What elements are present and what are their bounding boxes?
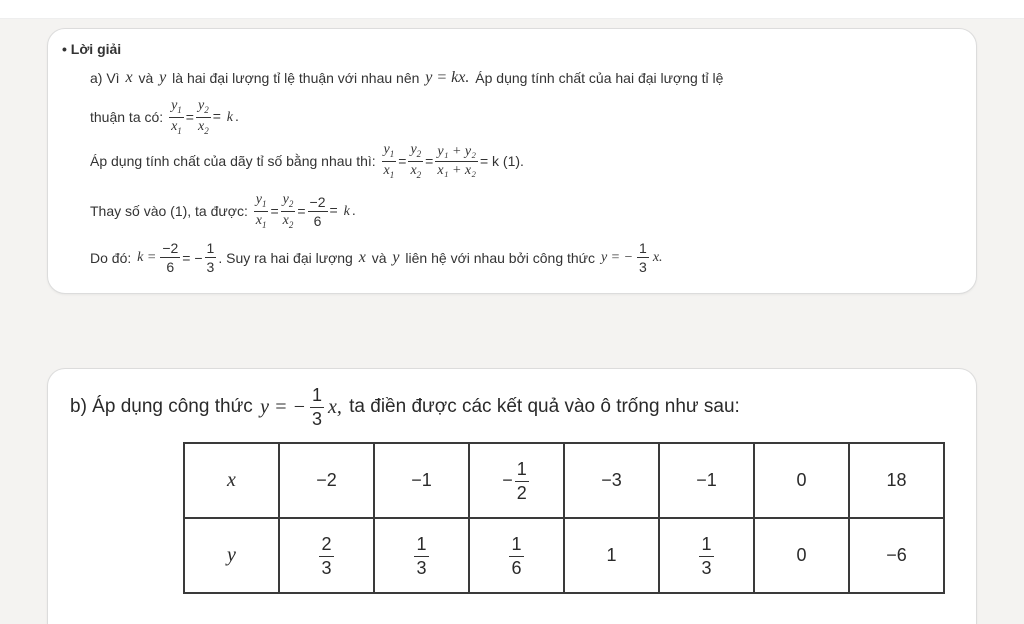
- table-cell: −2: [279, 443, 374, 518]
- fraction: $\frac{1}{6}$: [511, 533, 522, 578]
- table-cell: −3: [564, 443, 659, 518]
- fraction: $\frac{y_1}{x_1}$: [383, 142, 395, 180]
- fraction: $\frac{\text{y₁ + y₂}}{\text{x₁ + x₂}}$: [437, 143, 476, 178]
- fraction: $\frac{1}{3}$: [701, 533, 712, 578]
- fraction: $\frac{2}{3}$: [321, 533, 332, 578]
- table-cell: −1: [659, 443, 754, 518]
- fraction: $\frac{y_1}{x_1}$: [171, 98, 182, 136]
- formula: y = −: [600, 249, 634, 265]
- minus-sign: −: [502, 470, 513, 490]
- var-y: y: [159, 69, 167, 86]
- fraction: $\frac{-2}{6}$: [309, 193, 326, 229]
- table-cell: 0: [754, 443, 849, 518]
- part-a-line-5: [90, 241, 665, 274]
- text: = −: [182, 249, 203, 266]
- fraction: $\frac{1}{3}$: [416, 533, 427, 578]
- text: = k (1).: [479, 153, 524, 170]
- table-cell: 18: [849, 443, 944, 518]
- fraction: $\frac{y_1}{x_1}$: [255, 192, 267, 230]
- fraction: $\frac{1}{3}$: [311, 385, 322, 429]
- table-cell: [469, 518, 564, 593]
- formula: y = −: [260, 395, 306, 418]
- text: và: [138, 70, 154, 86]
- text: là hai đại lượng tỉ lệ thuận với nhau nên: [172, 70, 420, 86]
- var-x: x: [125, 69, 133, 86]
- fraction: $\frac{y_2}{x_2}$: [410, 142, 422, 180]
- top-bar: [0, 0, 1024, 19]
- text: Do đó:: [90, 249, 132, 266]
- table-cell: 1: [564, 518, 659, 593]
- text: thuận ta có:: [90, 109, 164, 126]
- table-cell: [374, 518, 469, 593]
- text: Thay số vào (1), ta được:: [90, 203, 248, 220]
- formula: x.: [652, 249, 663, 265]
- table-cell: −6: [849, 518, 944, 593]
- row-label-x: x: [184, 443, 279, 518]
- row-label-y: y: [184, 518, 279, 593]
- text: và: [371, 249, 387, 266]
- part-b-title: [70, 386, 740, 428]
- value-table: [183, 442, 945, 594]
- part-a-line-3: Áp dụng tính chất của dãy tỉ số bằng nhau thì: $\frac{y_1}{x_1}$ = $\frac{y_2}{x_2}$ = $\frac{\text{y₁ + y₂}}{\text{x₁ + x₂}}$ = k (1).: [90, 142, 524, 180]
- fraction: $\frac{1}{2}$: [516, 458, 527, 503]
- table-cell: [659, 518, 754, 593]
- part-a-line-1: [90, 69, 723, 87]
- table-row-x: [184, 443, 944, 518]
- text: a) Vì: [90, 70, 120, 86]
- formula: k =: [137, 249, 157, 265]
- text: liên hệ với nhau bởi công thức: [405, 249, 596, 266]
- fraction: $\frac{y_2}{x_2}$: [197, 98, 209, 136]
- table-cell: [469, 443, 564, 518]
- solution-card-b: [47, 368, 977, 624]
- formula: x,: [327, 395, 342, 418]
- table-cell: 0: [754, 518, 849, 593]
- fraction: $\frac{1}{3}$: [639, 240, 647, 275]
- table-cell: [279, 518, 374, 593]
- text: b) Áp dụng công thức: [70, 396, 253, 417]
- part-a-line-4: Thay số vào (1), ta được: $\frac{y_1}{x_1}$ = $\frac{y_2}{x_2}$ = $\frac{-2}{6}$ = k .: [90, 192, 356, 230]
- text: . Suy ra hai đại lượng: [218, 249, 353, 266]
- text: Áp dụng tính chất của hai đại lượng tỉ lệ: [475, 70, 724, 86]
- formula: y = kx.: [425, 69, 470, 86]
- var-x: x: [358, 248, 366, 266]
- text: ta điền được các kết quả vào ô trống như sau:: [349, 396, 740, 417]
- table-cell: −1: [374, 443, 469, 518]
- section-title: • Lời giải: [62, 41, 122, 57]
- table-row-y: [184, 518, 944, 593]
- fraction: $\frac{1}{3}$: [206, 240, 215, 275]
- part-a-line-2: thuận ta có: $\frac{y_1}{x_1}$ = $\frac{y_2}{x_2}$ = k .: [90, 98, 239, 136]
- fraction: $\frac{y_2}{x_2}$: [282, 192, 294, 230]
- var-y: y: [392, 248, 400, 266]
- fraction: $\frac{-2}{6}$: [162, 240, 179, 275]
- solution-card-a: [47, 28, 977, 294]
- text: Áp dụng tính chất của dãy tỉ số bằng nhau thì:: [90, 153, 376, 170]
